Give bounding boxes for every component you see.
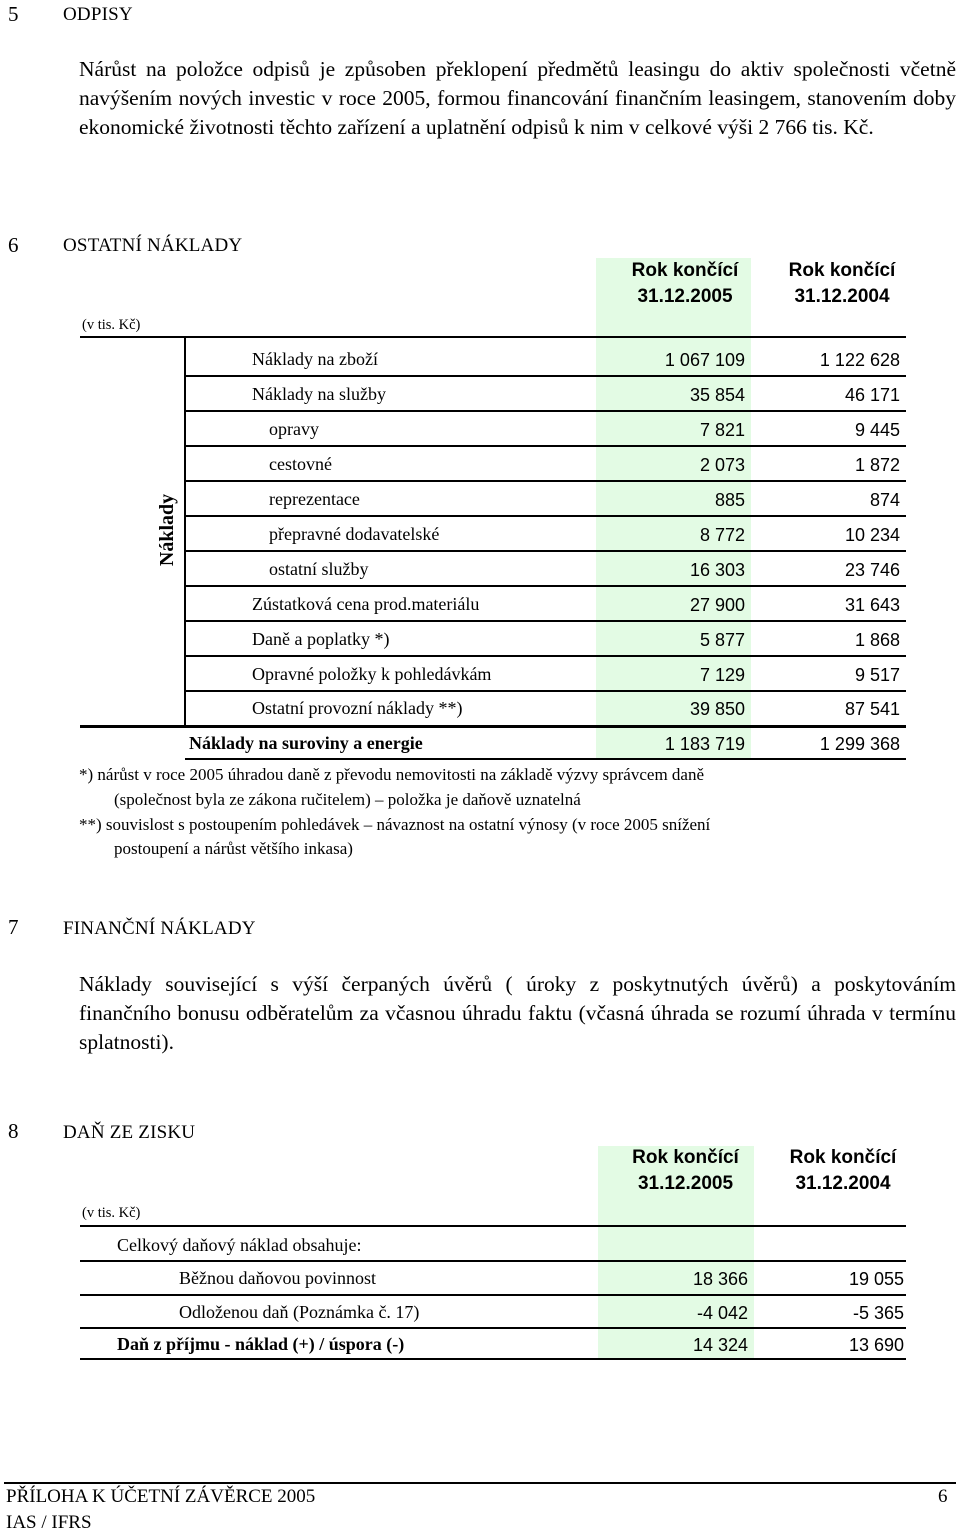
unit-label: (v tis. Kč) xyxy=(82,317,141,333)
section-7-number: 7 xyxy=(8,915,19,939)
row-rule xyxy=(185,375,906,377)
row-value-2004: 10 234 xyxy=(844,525,900,545)
row-value-2005: -4 042 xyxy=(696,1303,748,1323)
row-label: Náklady na zboží xyxy=(252,349,378,369)
row-rule xyxy=(185,690,906,692)
row-value-2005: 5 877 xyxy=(699,630,745,650)
total-rule-bottom xyxy=(185,758,906,760)
total-rule-top xyxy=(80,1327,906,1329)
total-value-2005: 14 324 xyxy=(692,1335,748,1355)
row-value-2004: 23 746 xyxy=(844,560,900,580)
total-label: Daň z příjmu - náklad (+) / úspora (-) xyxy=(117,1334,405,1354)
row-rule xyxy=(185,410,906,412)
row-value-2004: 9 445 xyxy=(854,420,900,440)
row-rule xyxy=(185,480,906,482)
row-value-2005: 7 129 xyxy=(699,665,745,685)
section-7-text: Náklady související s výší čerpaných úvěrů ( úroky z poskytnutých úvěrů) a poskytováním finančního bonusu odběratelům za včasnou úhradu faktu (včasná úhrada se rozumí úhrada v termínu splatnosti). xyxy=(79,972,956,1054)
footnote-2-continued: postoupení a nárůst většího inkasa) xyxy=(114,839,353,858)
row-label: reprezentace xyxy=(269,489,360,509)
total-rule-bottom xyxy=(80,1358,906,1360)
row-value-2005: 18 366 xyxy=(692,1269,748,1289)
section-6-number: 6 xyxy=(8,233,19,257)
side-label-naklady: Náklady xyxy=(156,493,178,567)
column-header-2004: Rok končící 31.12.2004 xyxy=(788,260,896,307)
header-rule xyxy=(80,336,906,338)
row-value-2004: 1 868 xyxy=(854,630,900,650)
row-value-2004: 1 872 xyxy=(854,455,900,475)
column-header-2004: Rok končící 31.12.2004 xyxy=(789,1147,897,1194)
row-label: Náklady na služby xyxy=(252,384,386,404)
row-label: opravy xyxy=(269,419,319,439)
section-6-title: OSTATNÍ NÁKLADY xyxy=(63,235,243,256)
row-value-2005: 2 073 xyxy=(699,455,745,475)
section-8-title: DAŇ ZE ZISKU xyxy=(63,1122,196,1143)
row-value-2004: 874 xyxy=(869,490,900,510)
row-value-2004: 87 541 xyxy=(844,699,900,719)
row-label: Opravné položky k pohledávkám xyxy=(252,664,492,684)
row-rule xyxy=(185,445,906,447)
row-rule xyxy=(185,585,906,587)
total-value-2004: 1 299 368 xyxy=(819,734,900,754)
footer-subtitle: IAS / IFRS xyxy=(6,1512,92,1533)
row-rule xyxy=(80,1260,906,1262)
section-5-text: Nárůst na položce odpisů je způsoben překlopení předmětů leasingu do aktiv společnosti včetně navýšením nových investic v roce 2005, formou financování finančním leasingem, stanovením doby ekonomické životnosti těchto zařízení a uplatnění odpisů k nim v celkové výši 2 766 tis. Kč. xyxy=(79,57,956,139)
row-rule xyxy=(185,550,906,552)
footnote-1-continued: (společnost byla ze zákona ručitelem) – položka je daňově uznatelná xyxy=(114,790,581,809)
page-number: 6 xyxy=(938,1486,948,1507)
section-5-number: 5 xyxy=(8,2,19,26)
section-5-title: ODPISY xyxy=(63,4,133,25)
row-rule xyxy=(80,1294,906,1296)
row-label: Běžnou daňovou povinnost xyxy=(179,1268,376,1288)
section-7-title: FINANČNÍ NÁKLADY xyxy=(63,918,256,939)
footnote-2: **) souvislost s postoupením pohledávek – návaznost na ostatní výnosy (v roce 2005 snížení xyxy=(79,815,711,834)
total-rule-top xyxy=(80,725,906,728)
column-header-2005: Rok končící 31.12.2005 xyxy=(631,260,739,307)
row-value-2004: 9 517 xyxy=(854,665,900,685)
row-value-2005: 885 xyxy=(714,490,745,510)
row-label: přepravné dodavatelské xyxy=(269,524,440,544)
row-value-2004: 46 171 xyxy=(844,385,900,405)
row-value-2004: 31 643 xyxy=(844,595,900,615)
row-label: Odloženou daň (Poznámka č. 17) xyxy=(179,1302,420,1322)
row-value-2004: 1 122 628 xyxy=(819,350,900,370)
row-label: Zústatková cena prod.materiálu xyxy=(252,594,480,614)
row-label: Daně a poplatky *) xyxy=(252,629,390,649)
unit-label: (v tis. Kč) xyxy=(82,1205,141,1221)
header-rule xyxy=(80,1225,906,1227)
row-value-2005: 35 854 xyxy=(689,385,745,405)
footnote-1: *) nárůst v roce 2005 úhradou daně z převodu nemovitosti na základě výzvy správcem daně xyxy=(79,765,705,784)
group-vertical-rule xyxy=(184,338,186,728)
footer-title: PŘÍLOHA K ÚČETNÍ ZÁVĚRCE 2005 xyxy=(6,1486,316,1507)
column-header-2005: Rok končící 31.12.2005 xyxy=(632,1147,739,1194)
row-value-2005: 27 900 xyxy=(689,595,745,615)
total-label: Náklady na suroviny a energie xyxy=(189,733,423,753)
row-value-2005: 16 303 xyxy=(689,560,745,580)
row-rule xyxy=(185,620,906,622)
row-rule xyxy=(185,515,906,517)
row-label: ostatní služby xyxy=(269,559,369,579)
section-8-number: 8 xyxy=(8,1119,19,1143)
row-rule xyxy=(185,655,906,657)
total-value-2004: 13 690 xyxy=(848,1335,904,1355)
row-value-2005: 8 772 xyxy=(699,525,745,545)
row-label: cestovné xyxy=(269,454,332,474)
intro-label: Celkový daňový náklad obsahuje: xyxy=(117,1235,362,1255)
row-value-2005: 7 821 xyxy=(699,420,745,440)
footer-rule xyxy=(4,1482,956,1484)
row-value-2005: 39 850 xyxy=(689,699,745,719)
row-value-2004: -5 365 xyxy=(852,1303,904,1323)
row-label: Ostatní provozní náklady **) xyxy=(252,698,463,718)
total-value-2005: 1 183 719 xyxy=(664,734,745,754)
row-value-2005: 1 067 109 xyxy=(664,350,745,370)
row-value-2004: 19 055 xyxy=(848,1269,904,1289)
